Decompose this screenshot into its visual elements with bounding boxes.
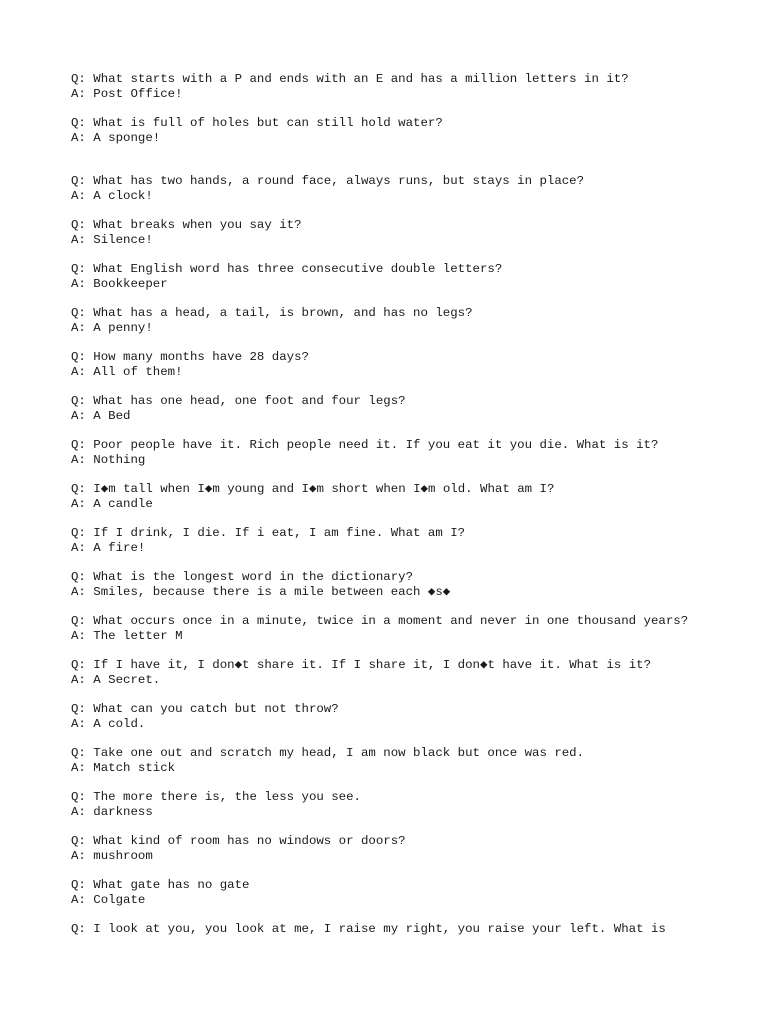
riddle-question: Q: The more there is, the less you see. bbox=[71, 790, 361, 805]
riddle-answer: A: A sponge! bbox=[71, 130, 161, 145]
riddle-answer: A: Bookkeeper bbox=[71, 276, 168, 291]
riddle-question: Q: What kind of room has no windows or doors? bbox=[71, 834, 406, 849]
riddle-question: Q: What can you catch but not throw? bbox=[71, 702, 339, 717]
riddle-answer: A: Colgate bbox=[71, 892, 146, 907]
riddle-question: Q: I look at you, you look at me, I raise my right, you raise your left. What is bbox=[71, 922, 666, 937]
riddle-item bbox=[71, 482, 751, 511]
riddle-answer: A: All of them! bbox=[71, 364, 183, 379]
riddle-item bbox=[71, 438, 751, 467]
riddle-question: Q: What gate has no gate bbox=[71, 878, 250, 893]
riddle-answer: A: A Secret. bbox=[71, 672, 161, 687]
riddle-question: Q: If I drink, I die. If i eat, I am fine. What am I? bbox=[71, 526, 466, 541]
riddle-item bbox=[71, 72, 751, 101]
riddle-question: Q: Take one out and scratch my head, I am now black but once was red. bbox=[71, 746, 585, 761]
riddle-answer: A: Silence! bbox=[71, 232, 153, 247]
riddle-answer: A: The letter M bbox=[71, 628, 183, 643]
riddle-item bbox=[71, 116, 751, 145]
riddle-answer: A: darkness bbox=[71, 804, 153, 819]
riddle-answer: A: mushroom bbox=[71, 848, 153, 863]
riddle-item bbox=[71, 658, 751, 687]
riddle-item bbox=[71, 306, 751, 335]
riddle-item bbox=[71, 570, 751, 599]
riddle-question: Q: Poor people have it. Rich people need it. If you eat it you die. What is it? bbox=[71, 438, 659, 453]
riddle-item bbox=[71, 174, 751, 203]
riddle-question: Q: What is full of holes but can still hold water? bbox=[71, 115, 443, 130]
riddle-answer: A: A penny! bbox=[71, 320, 153, 335]
riddle-item bbox=[71, 878, 751, 907]
riddle-question: Q: What has one head, one foot and four legs? bbox=[71, 394, 406, 409]
riddle-item bbox=[71, 790, 751, 819]
riddle-answer: A: A fire! bbox=[71, 540, 146, 555]
riddle-question: Q: What starts with a P and ends with an E and has a million letters in it? bbox=[71, 72, 629, 86]
riddle-answer: A: Smiles, because there is a mile between each ◆s◆ bbox=[71, 584, 451, 599]
riddle-question: Q: What has two hands, a round face, always runs, but stays in place? bbox=[71, 174, 585, 189]
riddle-item bbox=[71, 218, 751, 247]
riddle-question: Q: What is the longest word in the dictionary? bbox=[71, 570, 414, 585]
riddle-question: Q: If I have it, I don◆t share it. If I share it, I don◆t have it. What is it? bbox=[71, 658, 652, 673]
riddle-answer: A: A cold. bbox=[71, 716, 146, 731]
riddle-question: Q: What breaks when you say it? bbox=[71, 218, 302, 233]
riddle-item bbox=[71, 526, 751, 555]
riddle-item bbox=[71, 834, 751, 863]
riddle-question: Q: I◆m tall when I◆m young and I◆m short when I◆m old. What am I? bbox=[71, 482, 555, 497]
riddle-item bbox=[71, 614, 751, 643]
riddle-item bbox=[71, 702, 751, 731]
riddle-question: Q: What English word has three consecutive double letters? bbox=[71, 262, 503, 277]
riddle-item bbox=[71, 746, 751, 775]
riddle-answer: A: Match stick bbox=[71, 760, 176, 775]
riddle-question: Q: What occurs once in a minute, twice in a moment and never in one thousand years? bbox=[71, 614, 689, 629]
riddle-question: Q: What has a head, a tail, is brown, and has no legs? bbox=[71, 306, 473, 321]
riddle-answer: A: A Bed bbox=[71, 408, 131, 423]
riddle-answer: A: Post Office! bbox=[71, 86, 183, 101]
riddle-item bbox=[71, 394, 751, 423]
riddle-answer: A: A clock! bbox=[71, 188, 153, 203]
riddle-answer: A: Nothing bbox=[71, 452, 146, 467]
riddle-item bbox=[71, 262, 751, 291]
riddle-item bbox=[71, 350, 751, 379]
riddle-answer: A: A candle bbox=[71, 496, 153, 511]
document-page bbox=[71, 72, 751, 937]
riddle-question: Q: How many months have 28 days? bbox=[71, 350, 309, 365]
riddle-item bbox=[71, 922, 751, 937]
